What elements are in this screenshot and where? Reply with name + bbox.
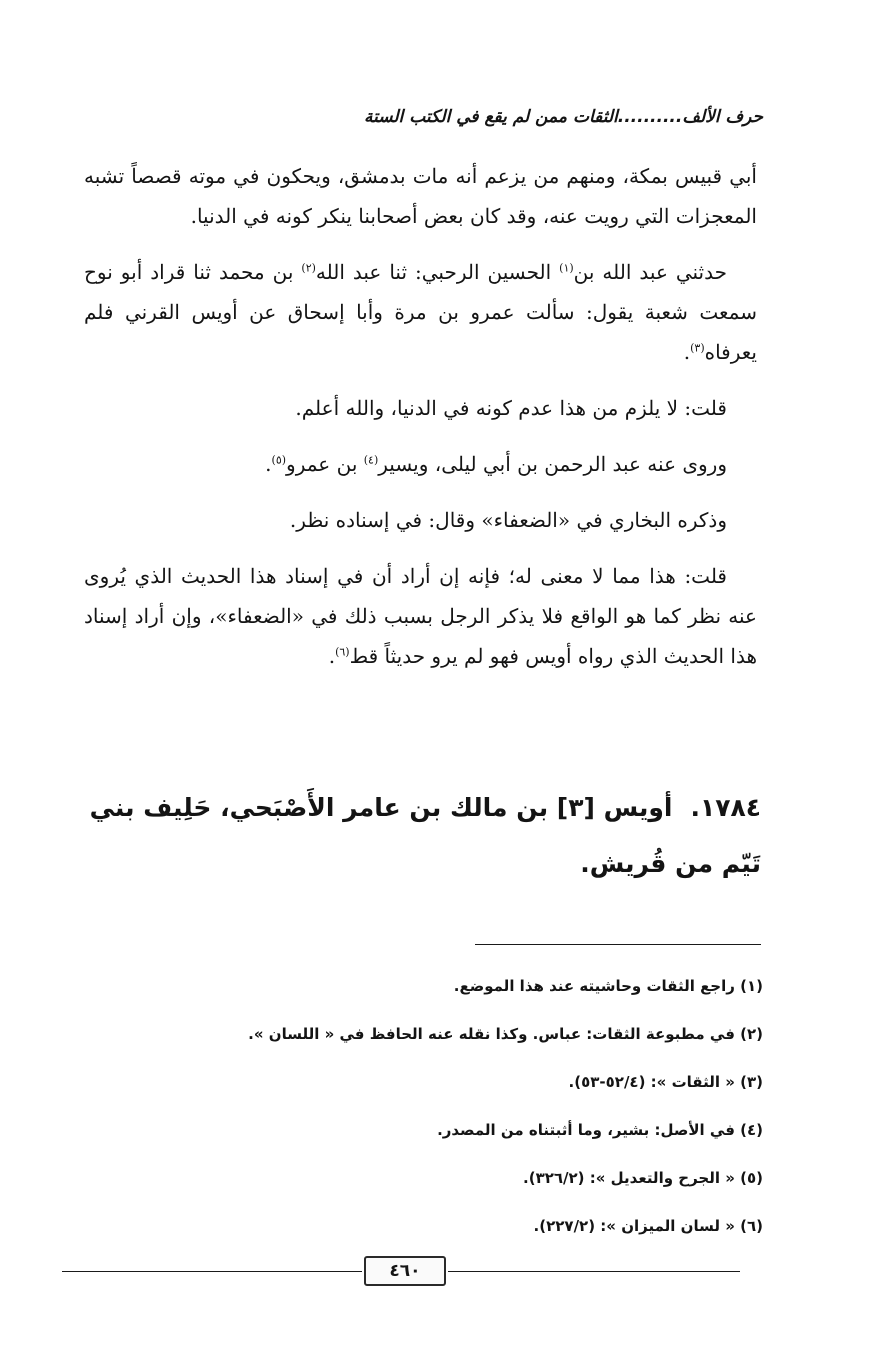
paragraph: قلت: لا يلزم من هذا عدم كونه في الدنيا، والله أعلم. — [295, 396, 727, 420]
page-number: ٤٦٠ — [364, 1256, 446, 1286]
footnote-ref: (٢) — [301, 261, 316, 275]
footnote-ref: (٥) — [271, 453, 287, 467]
footnote-ref: (٣) — [690, 341, 705, 355]
footnote-ref: (٤) — [363, 453, 379, 467]
running-head — [100, 100, 763, 134]
footnote-ref: (١) — [559, 261, 574, 275]
footnote: (٣) « الثقات »: (٥٢/٤-٥٣). — [568, 1073, 763, 1091]
paragraph: قلت: هذا مما لا معنى له؛ فإنه إن أراد أن في إسناد هذا الحديث الذي يُروى عنه نظر كما هو الواقع فلا يذكر الرجل بسبب ذلك في «الضعفاء»، وإن أراد إسناد هذا الحديث الذي رواه أويس فهو لم يرو حديثاً قط$^{(٦)}$. — [84, 564, 757, 668]
footer-rule-left — [62, 1271, 362, 1272]
footnote: (٤) في الأصل: بشير، وما أثبتناه من المصدر. — [437, 1121, 763, 1139]
paragraph: حدثني عبد الله بن$^{(١)}$ الحسين الرحبي: ثنا عبد الله$^{(٢)}$ بن محمد ثنا قراد أبو نوح سمعت شعبة يقول: سألت عمرو بن مرة وأبا إسحاق عن أويس القرني فلم يعرفاه$^{(٣)}$. — [84, 260, 757, 364]
entry-number: ١٧٨٤. — [690, 793, 761, 822]
entry-title: أويس [٣] بن مالك بن عامر الأَصْبَحي، حَلِيف بني تَيّم من قُريش. — [89, 793, 761, 878]
paragraph: وروى عنه عبد الرحمن بن أبي ليلى، ويسير$^{(٤)}$ بن عمرو$^{(٥)}$. — [265, 452, 727, 476]
footer-rule-right — [448, 1271, 740, 1272]
footnote: (٥) « الجرح والتعديل »: (٣٢٦/٢). — [523, 1169, 763, 1187]
paragraph: أبي قبيس بمكة، ومنهم من يزعم أنه مات بدمشق، ويحكون في موته قصصاً تشبه المعجزات التي رويت عنه، وقد كان بعض أصحابنا ينكر كونه في الدنيا. — [84, 164, 757, 228]
footnotes — [180, 962, 763, 1250]
footnote: (١) راجع الثقات وحاشيته عند هذا الموضع. — [453, 977, 763, 995]
footnote: (٢) في مطبوعة الثقات: عباس. وكذا نقله عنه الحافظ في « اللسان ». — [248, 1025, 763, 1043]
leader-dots: .......... — [617, 107, 683, 127]
footnote-separator — [475, 944, 761, 945]
footnote-ref: (٦) — [335, 645, 350, 659]
body-text — [84, 156, 757, 692]
book-title: الثقات ممن لم يقع في الكتب الستة — [363, 107, 618, 127]
section-title: حرف الألف — [682, 107, 763, 127]
footnote: (٦) « لسان الميزان »: (٢٢٧/٢). — [533, 1217, 763, 1235]
paragraph: وذكره البخاري في «الضعفاء» وقال: في إسناده نظر. — [289, 508, 727, 532]
entry-heading — [80, 780, 761, 892]
